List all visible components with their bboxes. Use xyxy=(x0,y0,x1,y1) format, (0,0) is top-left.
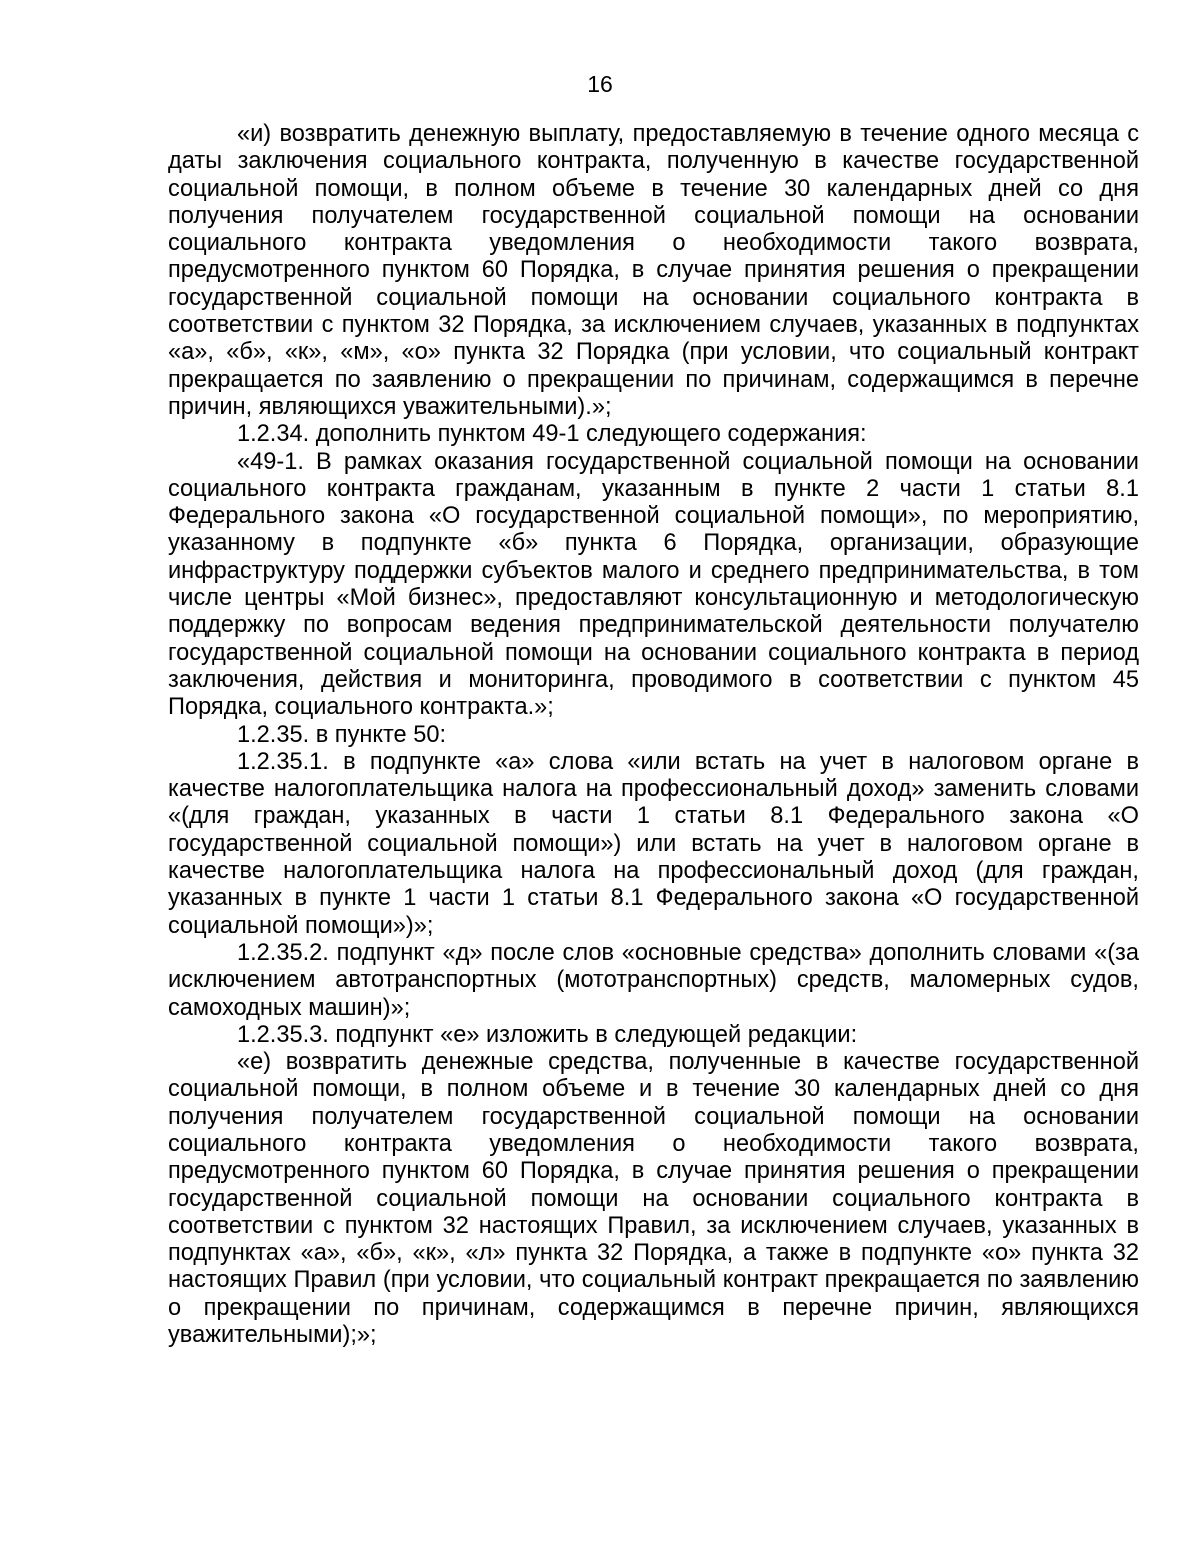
paragraph-1-2-35-1: 1.2.35.1. в подпункте «а» слова «или встать на учет в налоговом органе в качестве налогоплательщика налога на профессиональный доход» заменить словами «(для граждан, указанных в части 1 статьи 8.1 Федерального закона «О государственной социальной помощи») или встать на учет в налоговом органе в качестве налогоплательщика налога на профессиональный доход (для граждан, указанных в пункте 1 части 1 статьи 8.1 Федерального закона «О государственной социальной помощи»)»; xyxy=(168,748,1139,939)
paragraph-point-49-1: «49-1. В рамках оказания государственной социальной помощи на основании социального контракта гражданам, указанным в пункте 2 части 1 статьи 8.1 Федерального закона «О государственной социальной помощи», по мероприятию, указанному в подпункте «б» пункта 6 Порядка, организации, образующие инфраструктуру поддержки субъектов малого и среднего предпринимательства, в том числе центры «Мой бизнес», предоставляют консультационную и методологическую поддержку по вопросам ведения предпринимательской деятельности получателю государственной социальной помощи на основании социального контракта в период заключения, действия и мониторинга, проводимого в соответствии с пунктом 45 Порядка, социального контракта.»; xyxy=(168,448,1139,721)
paragraph-1-2-34: 1.2.34. дополнить пунктом 49-1 следующего содержания: xyxy=(237,421,867,448)
paragraph-1-2-35-3: 1.2.35.3. подпункт «е» изложить в следующей редакции: xyxy=(237,1021,858,1048)
paragraph-subpoint-e: «е) возвратить денежные средства, полученные в качестве государственной социальной помощи, в полном объеме и в течение 30 календарных дней со дня получения получателем государственной социальной помощи на основании социального контракта уведомления о необходимости такого возврата, предусмотренного пунктом 60 Порядка, в случае принятия решения о прекращении государственной социальной помощи на основании социального контракта в соответствии с пунктом 32 настоящих Правил, за исключением случаев, указанных в подпунктах «а», «б», «к», «л» пункта 32 Порядка, а также в подпункте «о» пункта 32 настоящих Правил (при условии, что социальный контракт прекращается по заявлению о прекращении по причинам, содержащимся в перечне причин, являющихся уважительными);»; xyxy=(168,1049,1139,1349)
paragraph-1-2-35: 1.2.35. в пункте 50: xyxy=(237,721,447,748)
paragraph-1-2-35-2: 1.2.35.2. подпункт «д» после слов «основные средства» дополнить словами «(за исключением автотранспортных (мототранспортных) средств, маломерных судов, самоходных машин)»; xyxy=(168,939,1139,1021)
paragraph-subpoint-i: «и) возвратить денежную выплату, предоставляемую в течение одного месяца с даты заключения социального контракта, полученную в качестве государственной социальной помощи, в полном объеме в течение 30 календарных дней со дня получения получателем государственной социальной помощи на основании социального контракта уведомления о необходимости такого возврата, предусмотренного пунктом 60 Порядка, в случае принятия решения о прекращении государственной социальной помощи на основании социального контракта в соответствии с пунктом 32 Порядка, за исключением случаев, указанных в подпунктах «а», «б», «к», «м», «о» пункта 32 Порядка (при условии, что социальный контракт прекращается по заявлению о прекращении по причинам, содержащимся в перечне причин, являющихся уважительными).»; xyxy=(168,121,1139,420)
document-body xyxy=(168,121,1139,1349)
page-number: 16 xyxy=(587,71,613,97)
